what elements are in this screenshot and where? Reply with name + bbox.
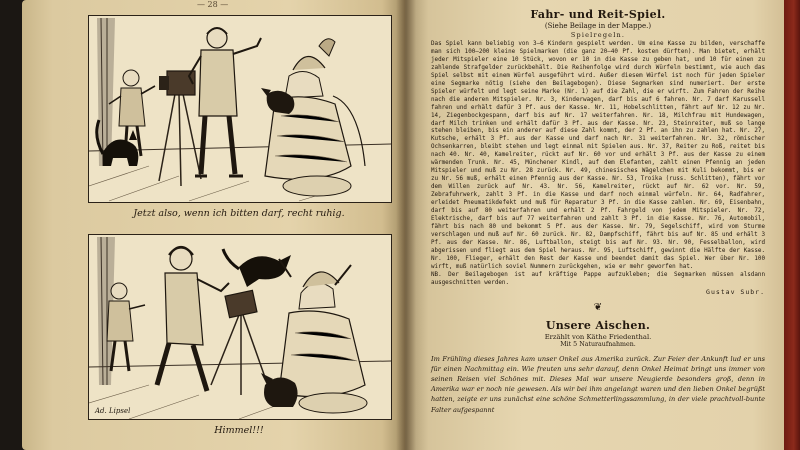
article-title: Fahr- und Reit-Spiel. xyxy=(530,8,666,21)
book-cover-edge xyxy=(784,0,800,450)
story-byline: Erzählt von Käthe Friedenthal. xyxy=(544,332,652,341)
book-spread xyxy=(22,0,800,450)
article-subtitle: (Siehe Beilage in der Mappe.) xyxy=(544,22,652,30)
story-note: Mit 5 Naturaufnahmen. xyxy=(560,340,636,348)
article-author: Gustav Subr. xyxy=(706,287,765,296)
article-note: NB. Der Beilagebogen ist auf kräftige Pappe aufzukleben; die Segmarken müssen alsdann ausgeschnitten werden. xyxy=(431,271,765,286)
illustration-photographer xyxy=(88,15,392,203)
book-gutter xyxy=(396,0,416,450)
right-page-content xyxy=(431,8,765,415)
story-body: Im Frühling dieses Jahres kam unser Onkel aus Amerika zurück. Zur Feier der Ankunft lud er uns für einen Nachmittag ein. Wie freuten uns sehr darauf, denn Onkel Heimat bringt uns immer von seinen Reisen viel Schönes mit. Dieses Mal war unsere Neugierde besonders groß, denn in Amerika war er noch nie gewesen. Als wir bei ihm angelangt waren und den lieben Onkel begrüßt hatten, zeigte er uns zunächst eine schöne Schmetterlingssammlung, in der viele prachtvoll-bunte Falter aufgespannt xyxy=(431,354,765,414)
story-title: Unsere Aischen. xyxy=(545,318,651,332)
illustration-2-caption: Himmel!!! xyxy=(214,425,264,436)
left-page xyxy=(22,0,405,450)
ornament-icon: ❦ xyxy=(593,301,603,313)
right-page xyxy=(405,0,800,450)
illustrator-signature: Ad. Lipsel xyxy=(95,407,131,415)
illustration-chaos-drawing xyxy=(89,235,391,419)
article-body: Das Spiel kann beliebig von 3—6 Kindern gespielt werden. Um eine Kasse zu bilden, verschaffe man sich 100—200 kleine Spielmarken (die ganz 20—40 Pf. kosten dürften). Man bietet, erhält jeder Mitspieler eine 10 Stück, wovon er 10 in die Kasse zu geben hat, und 10 für einen zu zahlende Strafgelder zurückbehält. Die Reihenfolge wird durch Würfeln bestimmt, wie auch das Spiel selbst mit einem Würfel ausgeführt wird. Außer diesem Würfel ist noch für jeden Spieler eine Segmarke nötig (siehe den Beilagebogen). Diese Segmarken sind numeriert. Der erste Spieler würfelt und legt seine Marke (Nr. 1) auf die Zahl, die er wirft. Zum Fahren der Reihe nach die anderen Mitspieler. Nr. 3, Kinderwagen, darf bis auf 6 fahren. Nr. 7 darf Karussell fahren und erhält dafür 3 Pf. aus der Kasse. Nr. 11, Hobelschlitten, fährt auf Nr. 12 zu Nr. 14, Ziegenbockgespann, darf bis auf Nr. 17 weiterfahren. Nr. 18, Milchfrau mit Hundewagen, darf Milch trinken und erhält dafür 3 Pf. aus der Kasse. Nr. 23, Steinreiter, muß so lange stehen bleiben, bis ein anderer auf diese Zahl kommt, der 2 Pf. an ihn zu zahlen hat. Nr. 27, Kutsche, erhält 3 Pf. aus der Kasse und darf nach Nr. 31 weiterfahren. Nr. 32, römischer Ochsenkarren, bleibt stehen und legt einmal mit Spielen aus. Nr. 37, Reiter zu Roß, reitet bis nach 40. Nr. 40, Kamelreiter, rückt auf Nr. 60 vor und erhält 3 Pf. aus der Kasse zu einem wärmenden Trunk. Nr. 45, Münchener Kindl, auf dem Elefanten, zahlt einen Pfennig an jeden Mitspieler und muß zu Nr. 28 zurück. Nr. 49, chinesisches Wägelchen mit Kuli bekommt, bis er zu Nr. 56 muß, erhält einen Pfennig aus der Kasse. Nr. 53, Troika (russ. Schlitten), fährt vor dem Willen zurück auf Nr. 43. Nr. 56, Kamelreiter, rückt auf Nr. 62 vor. Nr. 59, Zebrafuhrwerk, zahlt 3 Pf. in die Kasse und darf noch einmal würfeln. Nr. 64, Radfahrer, erleidet Pneumatikdefekt und muß für Reparatur 3 Pf. in die Kasse zahlen. Nr. 69, Eisenbahn, darf bis auf 80 weiterfahren und erhält 2 Pf. Fahrgeld von jedem Mitspieler. Nr. 72, Elektrische, darf bis auf 77 weiterfahren und zahlt 3 Pf. in die Kasse. Nr. 76, Automobil, fährt bis nach 80 und bekommt 5 Pf. aus der Kasse. Nr. 79, Segelschiff, wird vom Sturme verschlagen und muß auf Nr. 60 zurück. Nr. 82, Dampfschiff, fährt bis auf Nr. 85 und erhält 3 Pf. aus der Kasse. Nr. 86, Luftballon, steigt bis auf Nr. 93. Nr. 90, Fesselballon, wird abgerissen und fliegt aus dem Spiel heraus. Nr. 95, Luftschiff, gewinnt die Hälfte der Kasse. Nr. 100, Flieger, erhält den Rest der Kasse und beendet damit das Spiel. Wer über Nr. 100 wirft, muß natürlich soviel Nummern zurückgehen, wie er mehr geworfen hat. xyxy=(431,41,765,270)
article-heading: Spielregeln. xyxy=(570,31,626,39)
illustration-1-caption: Jetzt also, wenn ich bitten darf, recht ruhig. xyxy=(133,208,345,219)
illustration-chaos xyxy=(88,234,392,420)
page-number: — 28 — xyxy=(197,0,229,9)
illustration-photographer-drawing xyxy=(89,16,391,202)
